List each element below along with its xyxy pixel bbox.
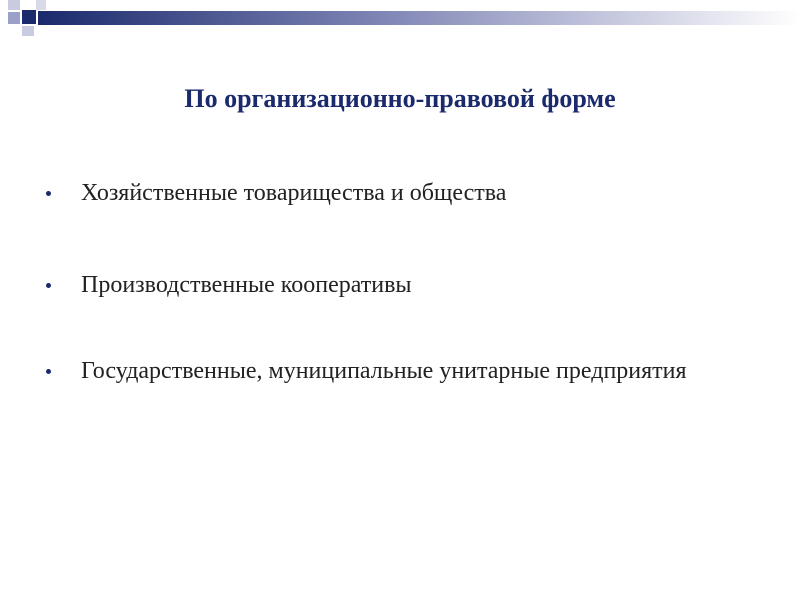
decor-square-light-top (8, 0, 20, 10)
bullet-text: Производственные кооперативы (81, 272, 412, 298)
decor-square-dark (22, 10, 36, 24)
bullet-dot-icon (46, 369, 51, 374)
decor-square-mid (8, 12, 20, 24)
decor-square-light-right (36, 0, 46, 10)
decor-square-light-bottom (22, 26, 34, 36)
header-decoration (0, 0, 800, 36)
bullet-text: Хозяйственные товарищества и общества (81, 180, 507, 206)
bullet-dot-icon (46, 283, 51, 288)
bullet-text: Государственные, муниципальные унитарные предприятия (81, 358, 687, 384)
bullet-dot-icon (46, 191, 51, 196)
slide-title: По организационно-правовой форме (184, 84, 616, 113)
gradient-bar (38, 11, 800, 25)
